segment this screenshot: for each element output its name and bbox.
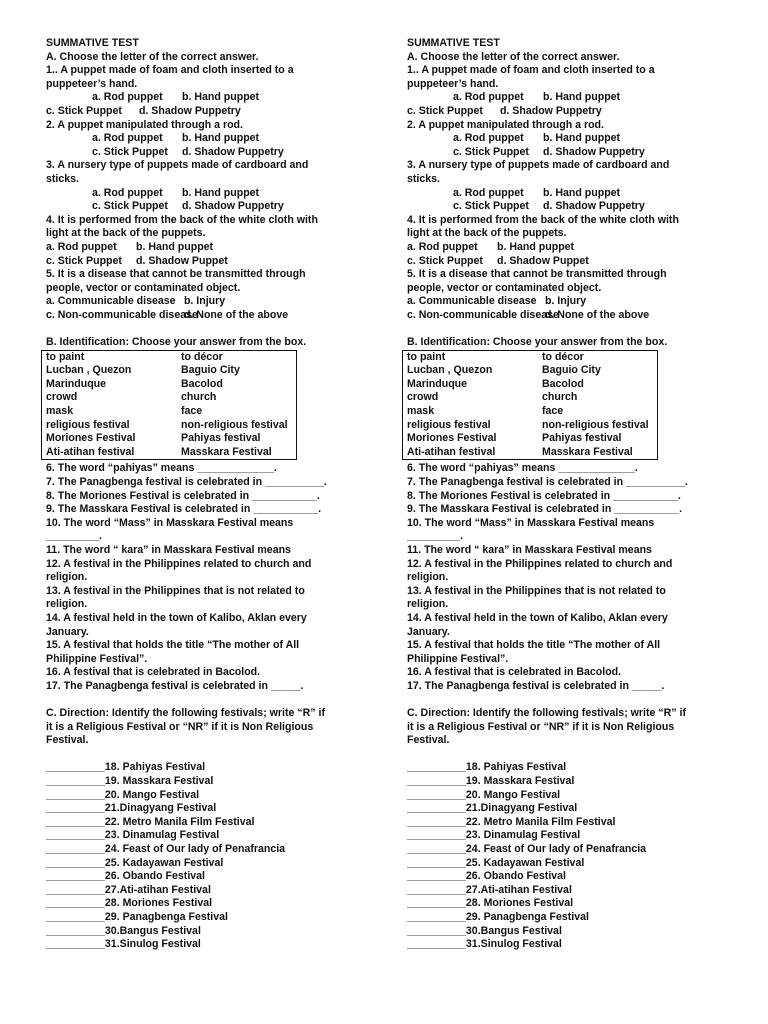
question-5-text-cont: people, vector or contaminated object.	[46, 281, 241, 294]
box-row	[407, 351, 657, 365]
section-a-direction: A. Choose the letter of the correct answer.	[46, 50, 259, 63]
section-c-direction-end: Festival.	[407, 734, 450, 747]
question-4-text: 4. It is performed from the back of the white cloth with	[407, 213, 679, 226]
question-1-options-row2	[46, 105, 366, 119]
festival-item: __________28. Moriones Festival	[407, 897, 574, 910]
question-13-cont: religion.	[46, 598, 88, 611]
festival-item: __________30.Bangus Festival	[407, 924, 562, 937]
box-row	[46, 432, 296, 446]
question-15-cont: Philippine Festival”.	[407, 652, 509, 665]
option-a: a. Rod puppet	[453, 132, 524, 145]
question-13: 13. A festival in the Philippines that is not related to	[46, 584, 305, 597]
festival-item: __________25. Kadayawan Festival	[407, 856, 585, 869]
box-choice: Ati-atihan festival	[46, 445, 135, 458]
festival-item: __________20. Mango Festival	[407, 788, 561, 801]
box-choice: Pahiyas festival	[542, 432, 622, 445]
option-d: d. Shadow Puppetry	[138, 104, 241, 117]
question-1-options-row1	[407, 91, 727, 105]
section-c-direction-cont: it is a Religious Festival or “NR” if it is Non Religious	[407, 720, 675, 733]
section-c-direction: C. Direction: Identify the following festivals; write “R” if	[407, 707, 686, 720]
festival-item: __________31.Sinulog Festival	[46, 938, 201, 951]
option-a: a. Communicable disease	[407, 295, 537, 308]
option-c: c. Stick Puppet	[92, 200, 168, 213]
box-choice: to décor	[181, 350, 223, 363]
box-choice: mask	[46, 405, 74, 418]
box-row	[407, 419, 657, 433]
option-c: c. Stick Puppet	[407, 104, 483, 117]
question-2-options-row2	[407, 146, 727, 160]
question-1-text: 1.. A puppet made of foam and cloth inserted to a	[46, 64, 294, 77]
option-b: b. Hand puppet	[543, 186, 621, 199]
question-9: 9. The Masskara Festival is celebrated in ___________.	[46, 503, 322, 516]
option-c: c. Stick Puppet	[92, 145, 168, 158]
question-5-options-row1	[407, 295, 727, 309]
festival-item: __________24. Feast of Our lady of Penafrancia	[407, 843, 647, 856]
festival-item: __________27.Ati-atihan Festival	[46, 883, 211, 896]
option-b: b. Injury	[544, 295, 587, 308]
question-5-options-row2	[46, 309, 366, 323]
option-d: d. Shadow Puppetry	[499, 104, 602, 117]
question-1-options-row1	[46, 91, 366, 105]
festival-item: __________23. Dinamulag Festival	[407, 829, 581, 842]
festival-item: __________18. Pahiyas Festival	[46, 761, 206, 774]
question-16: 16. A festival that is celebrated in Bacolod.	[407, 666, 622, 679]
box-choice: Lucban , Quezon	[407, 364, 493, 377]
festival-item: __________18. Pahiyas Festival	[407, 761, 567, 774]
option-b: b. Hand puppet	[182, 186, 260, 199]
question-2-text: 2. A puppet manipulated through a rod.	[46, 118, 243, 131]
question-10-blank: _________.	[46, 530, 102, 543]
question-10: 10. The word “Mass” in Masskara Festival means	[407, 516, 655, 529]
question-1-options-row2	[407, 105, 727, 119]
box-choice: Pahiyas festival	[181, 432, 261, 445]
question-16: 16. A festival that is celebrated in Bacolod.	[46, 666, 261, 679]
box-choice: non-religious festival	[542, 418, 649, 431]
question-12: 12. A festival in the Philippines related to church and	[46, 557, 312, 570]
option-d: d. Shadow Puppetry	[543, 200, 645, 213]
box-choice: crowd	[46, 391, 78, 404]
box-choice: Ati-atihan festival	[407, 445, 496, 458]
question-15: 15. A festival that holds the title “The mother of All	[46, 639, 300, 652]
box-row	[46, 364, 296, 378]
test-title: SUMMATIVE TEST	[407, 37, 500, 49]
question-4-options-row1	[407, 241, 727, 255]
box-row	[407, 378, 657, 392]
question-8: 8. The Moriones Festival is celebrated in ___________.	[46, 489, 320, 502]
box-choice: Lucban , Quezon	[46, 364, 132, 377]
box-choice: face	[542, 405, 564, 418]
question-3-text: 3. A nursery type of puppets made of cardboard and	[46, 159, 309, 172]
question-6: 6. The word “pahiyas” means _____________.	[46, 462, 277, 475]
option-c: c. Stick Puppet	[46, 104, 122, 117]
festival-item: __________28. Moriones Festival	[46, 897, 213, 910]
section-c-direction: C. Direction: Identify the following festivals; write “R” if	[46, 707, 325, 720]
question-7: 7. The Panagbenga festival is celebrated in __________.	[46, 476, 327, 488]
question-9: 9. The Masskara Festival is celebrated in ___________.	[407, 503, 683, 516]
festival-item: __________21.Dinagyang Festival	[407, 802, 578, 815]
question-13-cont: religion.	[407, 598, 449, 611]
option-c: c. Stick Puppet	[407, 254, 483, 267]
question-2-options-row1	[407, 132, 727, 146]
option-d: d. Shadow Puppet	[497, 254, 589, 267]
box-choice: Bacolod	[181, 377, 223, 390]
box-row	[46, 446, 296, 460]
festival-item: __________24. Feast of Our lady of Penafrancia	[46, 843, 286, 856]
option-a: a. Rod puppet	[453, 186, 524, 199]
box-choice: mask	[407, 405, 435, 418]
box-row	[46, 419, 296, 433]
question-3-options-row1	[407, 187, 727, 201]
answer-choices-box	[402, 350, 658, 461]
question-3-text: 3. A nursery type of puppets made of cardboard and	[407, 159, 670, 172]
option-c: c. Stick Puppet	[453, 145, 529, 158]
question-5-text: 5. It is a disease that cannot be transmitted through	[46, 268, 306, 281]
question-8: 8. The Moriones Festival is celebrated in ___________.	[407, 489, 681, 502]
question-15-cont: Philippine Festival”.	[46, 652, 148, 665]
question-14: 14. A festival held in the town of Kalibo, Aklan every	[407, 611, 668, 624]
section-c-direction-cont: it is a Religious Festival or “NR” if it is Non Religious	[46, 720, 314, 733]
festival-item: __________29. Panagbenga Festival	[407, 911, 589, 923]
section-a-direction: A. Choose the letter of the correct answer.	[407, 50, 620, 63]
section-c-direction-end: Festival.	[46, 734, 89, 747]
question-1-text-cont: puppeteer’s hand.	[407, 77, 499, 90]
option-c: c. Non-communicable disease	[407, 308, 559, 321]
question-17: 17. The Panagbenga festival is celebrated in _____.	[407, 679, 665, 692]
box-choice: non-religious festival	[181, 418, 288, 431]
question-4-text-cont: light at the back of the puppets.	[46, 227, 206, 240]
question-4-options-row2	[46, 255, 366, 269]
option-c: c. Non-communicable disease	[46, 308, 198, 321]
option-a: a. Rod puppet	[92, 132, 163, 145]
option-b: b. Injury	[183, 295, 226, 308]
box-choice: Baguio City	[181, 364, 240, 377]
option-b: b. Hand puppet	[543, 132, 621, 145]
question-3-text-cont: sticks.	[407, 172, 440, 185]
question-14-cont: January.	[46, 625, 89, 638]
box-choice: religious festival	[46, 418, 130, 431]
festival-item: __________26. Obando Festival	[46, 870, 205, 883]
festival-item: __________31.Sinulog Festival	[407, 938, 562, 951]
question-2-options-row1	[46, 132, 366, 146]
question-14-cont: January.	[407, 625, 450, 638]
test-copy-left	[46, 37, 366, 952]
box-choice: Bacolod	[542, 377, 584, 390]
question-4-text: 4. It is performed from the back of the white cloth with	[46, 213, 318, 226]
box-row	[46, 351, 296, 365]
festival-item: __________23. Dinamulag Festival	[46, 829, 220, 842]
festival-item: __________19. Masskara Festival	[46, 775, 214, 788]
question-15: 15. A festival that holds the title “The mother of All	[407, 639, 661, 652]
question-12: 12. A festival in the Philippines related to church and	[407, 557, 673, 570]
question-5-options-row2	[407, 309, 727, 323]
option-b: b. Hand puppet	[182, 91, 260, 104]
box-choice: to paint	[46, 350, 85, 363]
box-row	[407, 405, 657, 419]
festival-item: __________27.Ati-atihan Festival	[407, 883, 572, 896]
box-choice: Moriones Festival	[46, 432, 136, 445]
test-copy-right	[407, 37, 727, 952]
option-c: c. Stick Puppet	[46, 254, 122, 267]
box-row	[46, 405, 296, 419]
answer-choices-box	[41, 350, 297, 461]
question-10: 10. The word “Mass” in Masskara Festival means	[46, 516, 294, 529]
box-row	[407, 432, 657, 446]
section-b-direction: B. Identification: Choose your answer from the box.	[407, 336, 668, 349]
question-3-options-row2	[407, 200, 727, 214]
box-choice: crowd	[407, 391, 439, 404]
question-13: 13. A festival in the Philippines that is not related to	[407, 584, 666, 597]
option-b: b. Hand puppet	[497, 240, 575, 253]
option-a: a. Rod puppet	[453, 91, 524, 104]
festival-item: __________22. Metro Manila Film Festival	[407, 815, 616, 828]
question-6: 6. The word “pahiyas” means _____________.	[407, 462, 638, 475]
question-5-options-row1	[46, 295, 366, 309]
question-1-text-cont: puppeteer’s hand.	[46, 77, 138, 90]
box-choice: Moriones Festival	[407, 432, 497, 445]
box-row	[407, 446, 657, 460]
question-11: 11. The word “ kara” in Masskara Festival means	[407, 543, 652, 556]
box-choice: to paint	[407, 350, 446, 363]
festival-item: __________25. Kadayawan Festival	[46, 856, 224, 869]
option-d: d. Shadow Puppetry	[182, 145, 284, 158]
option-b: b. Hand puppet	[136, 240, 214, 253]
festival-item: __________30.Bangus Festival	[46, 924, 201, 937]
option-d: d. Shadow Puppetry	[182, 200, 284, 213]
box-choice: Marinduque	[407, 377, 468, 390]
question-7: 7. The Panagbenga festival is celebrated in __________.	[407, 476, 688, 488]
question-4-options-row2	[407, 255, 727, 269]
box-choice: Masskara Festival	[181, 445, 272, 458]
question-14: 14. A festival held in the town of Kalibo, Aklan every	[46, 611, 307, 624]
festival-item: __________21.Dinagyang Festival	[46, 802, 217, 815]
option-a: a. Rod puppet	[46, 240, 117, 253]
option-a: a. Rod puppet	[92, 186, 163, 199]
question-10-blank: _________.	[407, 530, 463, 543]
option-a: a. Communicable disease	[46, 295, 176, 308]
option-c: c. Stick Puppet	[453, 200, 529, 213]
option-a: a. Rod puppet	[407, 240, 478, 253]
box-choice: Masskara Festival	[542, 445, 633, 458]
festival-item: __________20. Mango Festival	[46, 788, 200, 801]
box-row	[407, 364, 657, 378]
question-12-cont: religion.	[46, 571, 88, 584]
festival-item: __________22. Metro Manila Film Festival	[46, 815, 255, 828]
question-1-text: 1.. A puppet made of foam and cloth inserted to a	[407, 64, 655, 77]
option-d: d. None of the above	[544, 308, 650, 321]
question-3-options-row2	[46, 200, 366, 214]
option-b: b. Hand puppet	[182, 132, 260, 145]
question-5-text: 5. It is a disease that cannot be transmitted through	[407, 268, 667, 281]
box-choice: to décor	[542, 350, 584, 363]
test-title: SUMMATIVE TEST	[46, 37, 139, 49]
box-choice: church	[542, 391, 578, 404]
option-d: d. Shadow Puppetry	[543, 145, 645, 158]
festival-item: __________26. Obando Festival	[407, 870, 566, 883]
question-3-text-cont: sticks.	[46, 172, 79, 185]
section-b-direction: B. Identification: Choose your answer from the box.	[46, 336, 307, 349]
question-4-options-row1	[46, 241, 366, 255]
question-4-text-cont: light at the back of the puppets.	[407, 227, 567, 240]
question-17: 17. The Panagbenga festival is celebrated in _____.	[46, 679, 304, 692]
festival-item: __________19. Masskara Festival	[407, 775, 575, 788]
box-row	[46, 378, 296, 392]
question-3-options-row1	[46, 187, 366, 201]
question-12-cont: religion.	[407, 571, 449, 584]
option-d: d. None of the above	[183, 308, 289, 321]
box-choice: religious festival	[407, 418, 491, 431]
box-choice: Baguio City	[542, 364, 601, 377]
box-row	[46, 391, 296, 405]
box-choice: church	[181, 391, 217, 404]
option-a: a. Rod puppet	[92, 91, 163, 104]
festival-item: __________29. Panagbenga Festival	[46, 911, 228, 923]
box-row	[407, 391, 657, 405]
question-11: 11. The word “ kara” in Masskara Festival means	[46, 543, 291, 556]
option-b: b. Hand puppet	[543, 91, 621, 104]
box-choice: Marinduque	[46, 377, 107, 390]
question-2-text: 2. A puppet manipulated through a rod.	[407, 118, 604, 131]
box-choice: face	[181, 405, 203, 418]
question-5-text-cont: people, vector or contaminated object.	[407, 281, 602, 294]
question-2-options-row2	[46, 146, 366, 160]
option-d: d. Shadow Puppet	[136, 254, 228, 267]
